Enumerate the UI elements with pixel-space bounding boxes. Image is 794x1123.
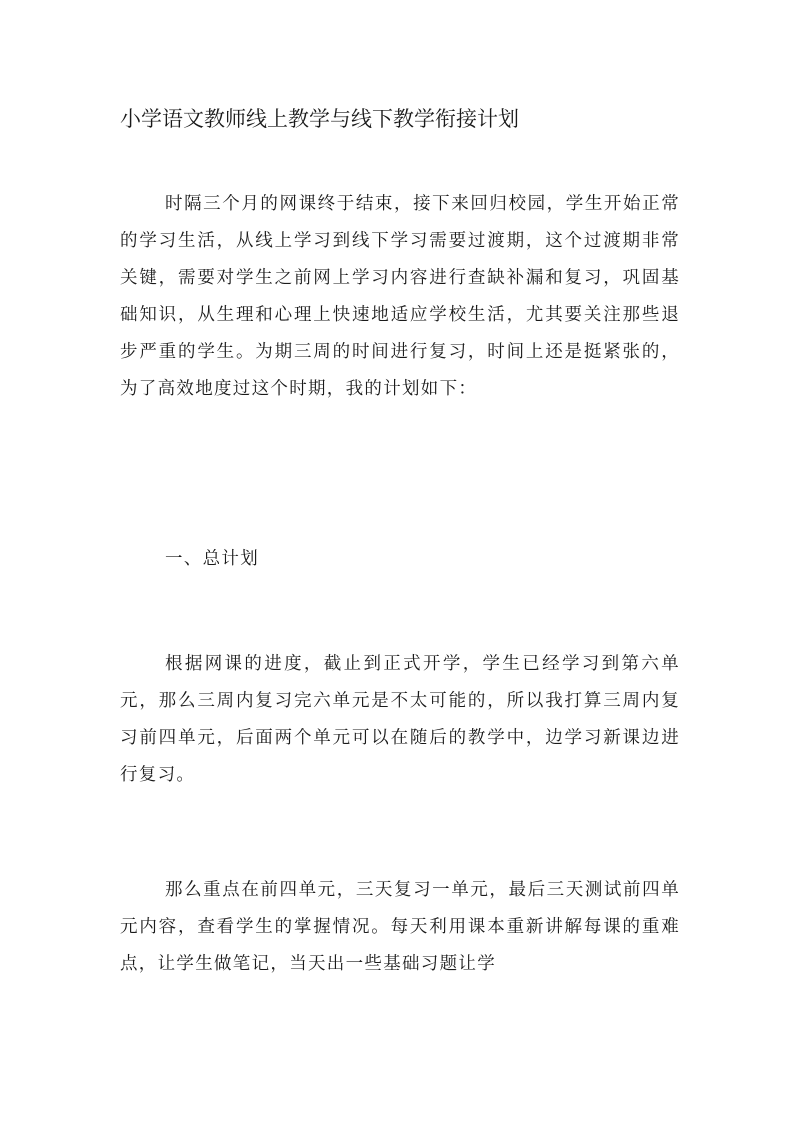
body-paragraph: 根据网课的进度，截止到正式开学，学生已经学习到第六单元，那么三周内复习完六单元是不太可能的，所以我打算三周内复习前四单元，后面两个单元可以在随后的教学中，边学习新课边进行复习。 bbox=[120, 654, 680, 785]
section-heading: 一、总计划 bbox=[165, 549, 259, 569]
body-paragraph: 时隔三个月的网课终于结束，接下来回归校园，学生开始正常的学习生活，从线上学习到线下学习需要过渡期，这个过渡期非常关键，需要对学生之前网上学习内容进行查缺补漏和复习，巩固基础知识，从生理和心理上快速地适应学校生活，尤其要关注那些退步严重的学生。为期三周的时间进行复习，时间上还是挺紧张的，为了高效地度过这个时期，我的计划如下： bbox=[120, 194, 680, 399]
body-paragraph: 那么重点在前四单元，三天复习一单元，最后三天测试前四单元内容，查看学生的掌握情况。每天利用课本重新讲解每课的重难点，让学生做笔记，当天出一些基础习题让学 bbox=[120, 880, 680, 974]
document-title: 小学语文教师线上教学与线下教学衔接计划 bbox=[120, 107, 519, 131]
